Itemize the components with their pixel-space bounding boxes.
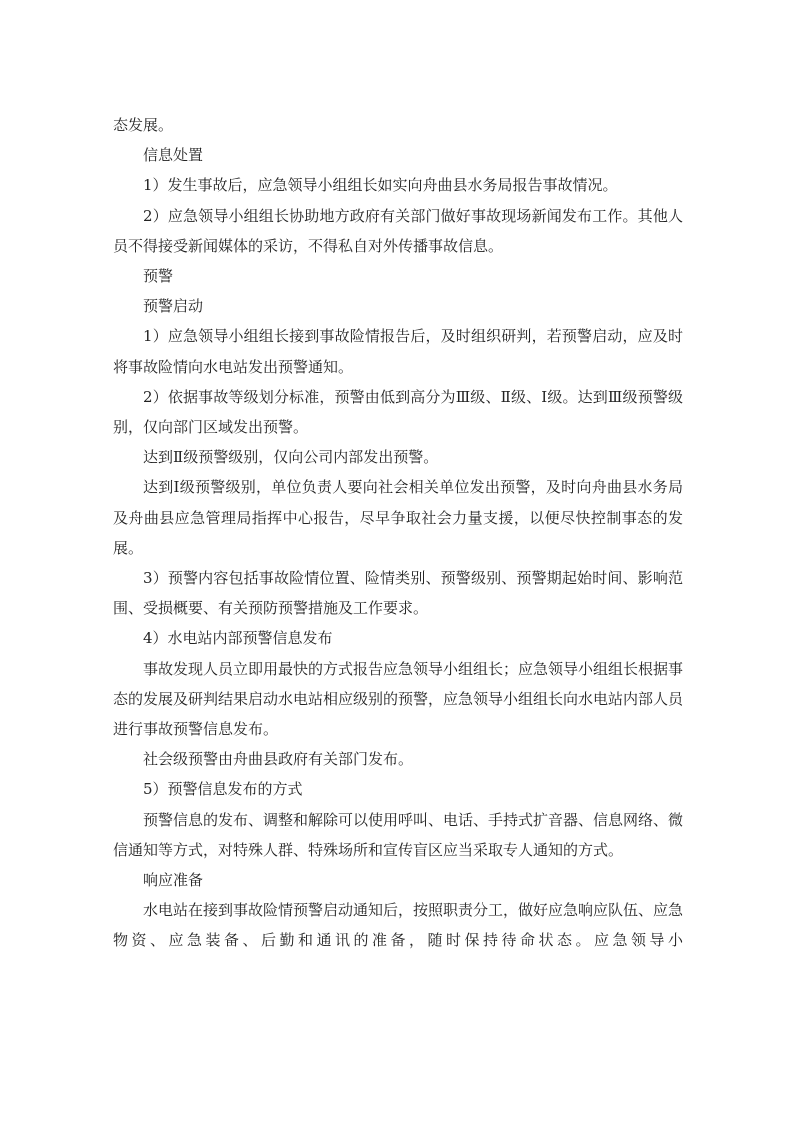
heading-warning-start: 预警启动 [143,297,204,316]
paragraph-response-prep: 水电站在接到事故险情预警启动通知后，按照职责分工，做好应急响应队伍、应急物资、应急装备、后勤和通讯的准备，随时保持待命状态。应急领导小 [113,901,684,950]
document-body [113,110,683,956]
paragraph-warning-1: 1）应急领导小组组长接到事故险情报告后，及时组织研判，若预警启动，应及时将事故险情向水电站发出预警通知。 [113,327,683,376]
heading-warning: 预警 [143,267,174,286]
paragraph-warning-5-title: 5）预警信息发布的方式 [143,780,303,799]
heading-info-handling: 信息处置 [143,146,204,165]
paragraph-info-1: 1）发生事故后，应急领导小组组长如实向舟曲县水务局报告事故情况。 [143,176,618,195]
paragraph-warning-3: 3）预警内容包括事故险情位置、险情类别、预警级别、预警期起始时间、影响范围、受损概要、有关预防预警措施及工作要求。 [113,569,683,618]
paragraph-level-2: 达到Ⅱ级预警级别，仅向公司内部发出预警。 [143,448,439,467]
paragraph-info-2: 2）应急领导小组组长协助地方政府有关部门做好事故现场新闻发布工作。其他人员不得接受新闻媒体的采访，不得私自对外传播事故信息。 [113,206,683,255]
paragraph-internal-release: 事故发现人员立即用最快的方式报告应急领导小组组长；应急领导小组组长根据事态的发展及研判结果启动水电站相应级别的预警，应急领导小组组长向水电站内部人员进行事故预警信息发布。 [113,659,684,739]
paragraph-warning-4-title: 4）水电站内部预警信息发布 [143,629,333,648]
paragraph-warning-2: 2）依据事故等级划分标准，预警由低到高分为Ⅲ级、Ⅱ级、Ⅰ级。达到Ⅲ级预警级别，仅向部门区域发出预警。 [113,387,683,437]
heading-response-prep: 响应准备 [143,871,204,890]
paragraph-social-warning: 社会级预警由舟曲县政府有关部门发布。 [143,750,414,769]
paragraph-continuation: 态发展。 [113,116,174,134]
paragraph-level-1: 达到Ⅰ级预警级别，单位负责人要向社会相关单位发出预警，及时向舟曲县水务局及舟曲县应急管理局指挥中心报告，尽早争取社会力量支援，以便尽快控制事态的发展。 [113,478,683,557]
paragraph-release-methods: 预警信息的发布、调整和解除可以使用呼叫、电话、手持式扩音器、信息网络、微信通知等方式，对特殊人群、特殊场所和宣传盲区应当采取专人通知的方式。 [113,810,684,859]
